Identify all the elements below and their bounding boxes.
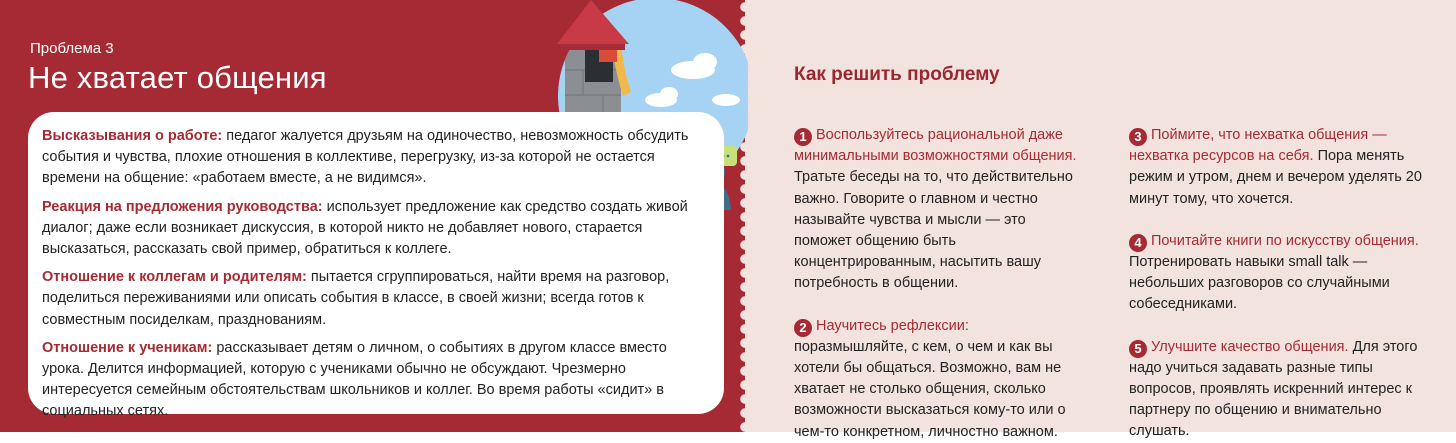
number-badge-icon: 1 bbox=[794, 128, 812, 146]
number-badge-icon: 3 bbox=[1129, 128, 1147, 146]
symptoms-text bbox=[42, 126, 708, 430]
tip-highlight: Научитесь рефлексии: bbox=[816, 317, 969, 334]
tip-highlight: Поймите, что нехватка общения — нехватка ресурсов на себя. bbox=[1129, 127, 1387, 165]
tips-column-left bbox=[794, 125, 1086, 443]
symptom-paragraph bbox=[42, 197, 708, 261]
symptom-description: рассказывает детям о личном, о событиях в другом классе вместо урока. Делится информацией, которую с учениками обычно не обсуждают. Чрезмерно интересуется семейным обстоятельствам школьников и коллег. Во время работы «сидит» в социальных сетях. bbox=[42, 339, 667, 420]
symptom-paragraph bbox=[42, 126, 708, 190]
tip-item bbox=[794, 125, 1086, 295]
tip-item bbox=[1129, 231, 1429, 316]
symptom-description: пытается сгруппироваться, найти время на разговор, поделиться переживаниями или описать события в классе, в своей жизни; всегда готов к совместным посиделкам, празднованиям. bbox=[42, 269, 670, 328]
symptom-term: Высказывания о работе: bbox=[42, 128, 223, 144]
tip-text: Тратьте беседы на то, что действительно важно. Говорите о главном и честно называйте чувства и мысли — это поможет общению быть концентрированным, насытить вашу потребность в общении. bbox=[794, 169, 1073, 292]
solutions-title: Как решить проблему bbox=[794, 64, 1000, 85]
tip-item bbox=[1129, 125, 1429, 210]
tips-column-right bbox=[1129, 125, 1429, 443]
symptom-paragraph bbox=[42, 338, 708, 423]
symptom-term: Отношение к ученикам: bbox=[42, 339, 213, 356]
tip-highlight: Почитайте книги по искусству общения. bbox=[1151, 232, 1419, 249]
problem-title: Не хватает общения bbox=[28, 60, 327, 95]
tip-item bbox=[794, 316, 1086, 443]
symptom-paragraph bbox=[42, 267, 708, 331]
number-badge-icon: 2 bbox=[794, 319, 812, 337]
number-badge-icon: 4 bbox=[1129, 234, 1147, 252]
symptom-description: использует предложение как средство создать живой диалог; даже если возникает дискуссия, в которой никто не добавляет нового, старается высказаться, рассказать свой пример, обратиться к коллеге. bbox=[42, 198, 688, 258]
symptom-description: педагог жалуется друзьям на одиночество, невозможность обсудить события и чувства, плохие отношения в коллективе, перегрузку, из-за которой не остается времени на общение: «работаем вместе, а не видимся». bbox=[42, 128, 689, 187]
tip-highlight: Воспользуйтесь рациональной даже минимальными возможностями общения. bbox=[794, 127, 1077, 165]
tip-text: поразмышляйте, с кем, о чем и как вы хотели бы общаться. Возможно, вам не хватает не столько общения, сколько возможности высказаться кому-то или о чем-то конкретном, личностно важном. bbox=[794, 338, 1066, 440]
tip-item bbox=[1129, 337, 1429, 443]
tip-text: Потренировать навыки small talk — небольших разговоров со случайными собеседниками. bbox=[1129, 254, 1390, 313]
tip-text: Для этого надо учиться задавать разные типы вопросов, проявлять искренний интерес к партнеру по общению и внимательно слушать. bbox=[1129, 338, 1418, 440]
number-badge-icon: 5 bbox=[1129, 340, 1147, 358]
tip-text: Пора менять режим и утром, днем и вечером уделять 20 минут тому, что хочется. bbox=[1129, 148, 1422, 207]
symptom-term: Реакция на предложения руководства: bbox=[42, 198, 323, 215]
tip-highlight: Улучшите качество общения. bbox=[1151, 338, 1349, 355]
problem-kicker: Проблема 3 bbox=[30, 40, 114, 57]
symptom-term: Отношение к коллегам и родителям: bbox=[42, 269, 307, 286]
